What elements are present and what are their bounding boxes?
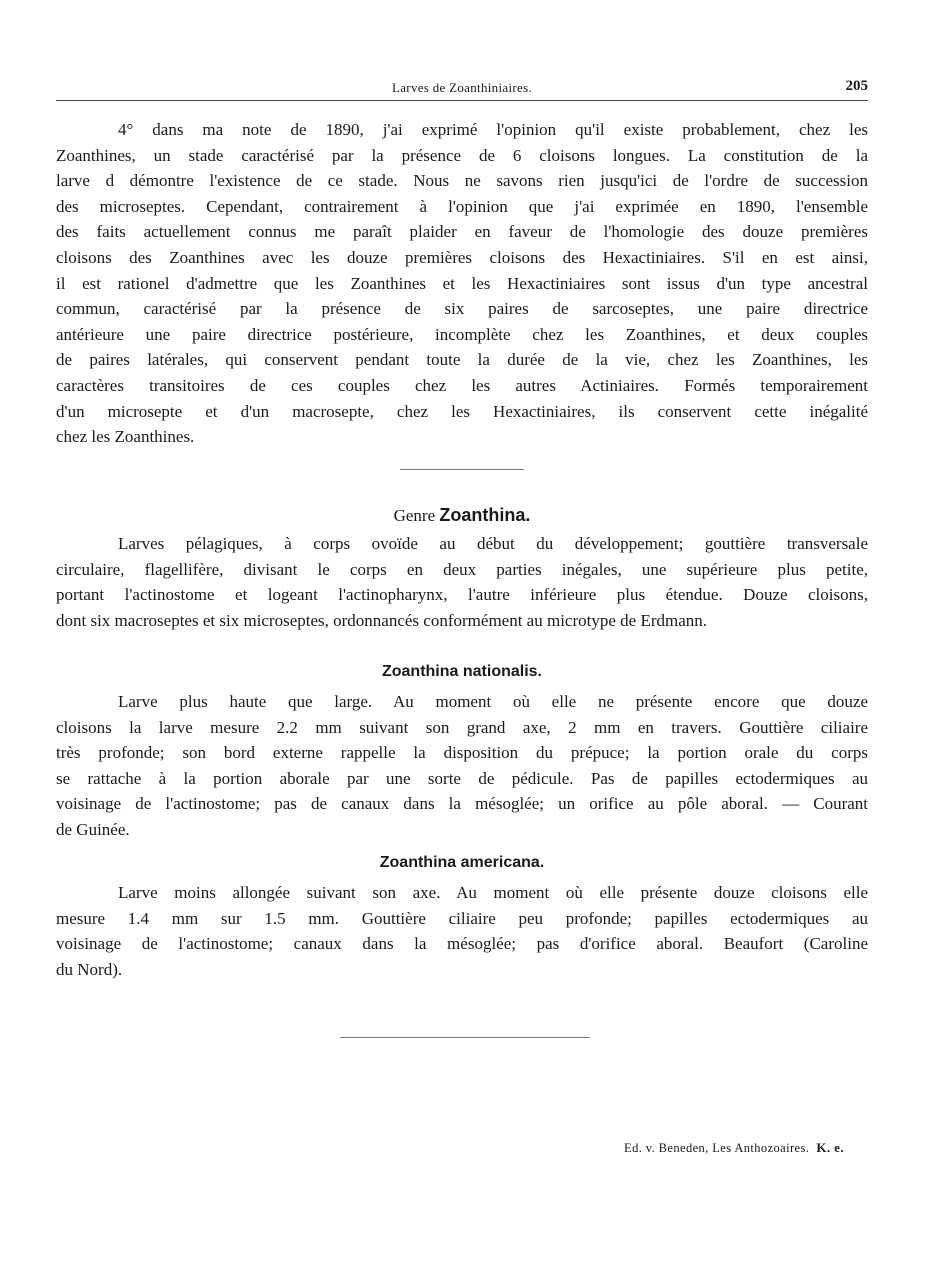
species-heading-americana: Zoanthina americana. [379, 854, 545, 871]
text-line: commun, caractérisé par la présence de six paires de sarcoseptes, une paire directrice [56, 299, 868, 319]
text-line: de Guinée. [56, 819, 130, 839]
text-line: de paires latérales, qui conservent pendant toute la durée de la vie, chez les Zoanthines, les [56, 350, 868, 370]
text-line: voisinage de l'actinostome; pas de canaux dans la mésoglée; un orifice au pôle aboral. — Courant [56, 794, 868, 814]
end-divider [340, 1037, 590, 1038]
text-line: du Nord). [56, 959, 123, 979]
text-line: des microseptes. Cependant, contrairement à l'opinion que j'ai exprimée en 1890, l'ensemble [56, 196, 868, 216]
text-line: caractères transitoires de ces couples chez les autres Actiniaires. Formés temporairement [56, 375, 868, 395]
genus-heading [56, 505, 868, 526]
text-line: larve d démontre l'existence de ce stade. Nous ne savons rien jusqu'ici de l'ordre de succession [56, 171, 868, 191]
text-line: chez les Zoanthines. [56, 427, 195, 447]
running-header [56, 78, 868, 101]
text-line: Larves pélagiques, à corps ovoïde au début du développement; gouttière transversale [118, 534, 868, 553]
text-line: 4° dans ma note de 1890, j'ai exprimé l'opinion qu'il existe probablement, chez les [118, 120, 868, 139]
text-line: d'un microsepte et d'un macrosepte, chez les Hexactiniaires, ils conservent cette inégalité [56, 401, 868, 421]
text-line: mesure 1.4 mm sur 1.5 mm. Gouttière ciliaire peu profonde; papilles ectodermiques au [56, 908, 868, 928]
text-line: se rattache à la portion aborale par une sorte de pédicule. Pas de papilles ectodermiques au [56, 768, 868, 788]
paragraph-conclusion [56, 117, 868, 450]
signature-mark: K. e. [816, 1140, 844, 1155]
text-line: Zoanthines, un stade caractérisé par la présence de 6 cloisons longues. La constitution de la [56, 145, 868, 165]
paragraph-americana [56, 880, 868, 982]
text-line: portant l'actinostome et logeant l'actinopharynx, l'autre inférieure plus étendue. Douze cloisons, [56, 585, 868, 605]
text-line: Larve moins allongée suivant son axe. Au moment où elle présente douze cloisons elle [118, 883, 868, 902]
text-line: dont six macroseptes et six microseptes, ordonnancés conformément au microtype de Erdmann. [56, 610, 708, 630]
text-line: il est rationel d'admettre que les Zoanthines et les Hexactiniaires sont issus d'un type ancestral [56, 273, 868, 293]
text-line: cloisons des Zoanthines avec les douze premières cloisons des Hexactiniaires. S'il en est ainsi, [56, 247, 868, 267]
text-line: voisinage de l'actinostome; canaux dans la mésoglée; pas d'orifice aboral. Beaufort (Caroline [56, 934, 868, 954]
genus-prefix: Genre [393, 506, 436, 525]
genus-name: Zoanthina. [439, 505, 531, 525]
text-line: cloisons la larve mesure 2.2 mm suivant son grand axe, 2 mm en travers. Gouttière ciliaire [56, 717, 868, 737]
running-title: Larves de Zoanthiniaires. [392, 80, 532, 95]
page-number: 205 [845, 78, 868, 94]
text-line: circulaire, flagellifère, divisant le corps en deux parties inégales, une supérieure plus petite, [56, 559, 868, 579]
footer [624, 1140, 844, 1156]
section-divider [400, 469, 524, 470]
paragraph-genus-description [56, 531, 868, 633]
footer-text: Ed. v. Beneden, Les Anthozoaires. [624, 1141, 810, 1155]
text-line: Larve plus haute que large. Au moment où elle ne présente encore que douze [118, 692, 868, 711]
text-line: très profonde; son bord externe rappelle la disposition du prépuce; la portion orale du corps [56, 743, 868, 763]
paragraph-nationalis [56, 689, 868, 843]
text-line: des faits actuellement connus me paraît plaider en faveur de l'homologie des douze premières [56, 222, 868, 242]
text-line: antérieure une paire directrice postérieure, incomplète chez les Zoanthines, et deux couples [56, 324, 868, 344]
species-heading-nationalis: Zoanthina nationalis. [381, 663, 542, 680]
